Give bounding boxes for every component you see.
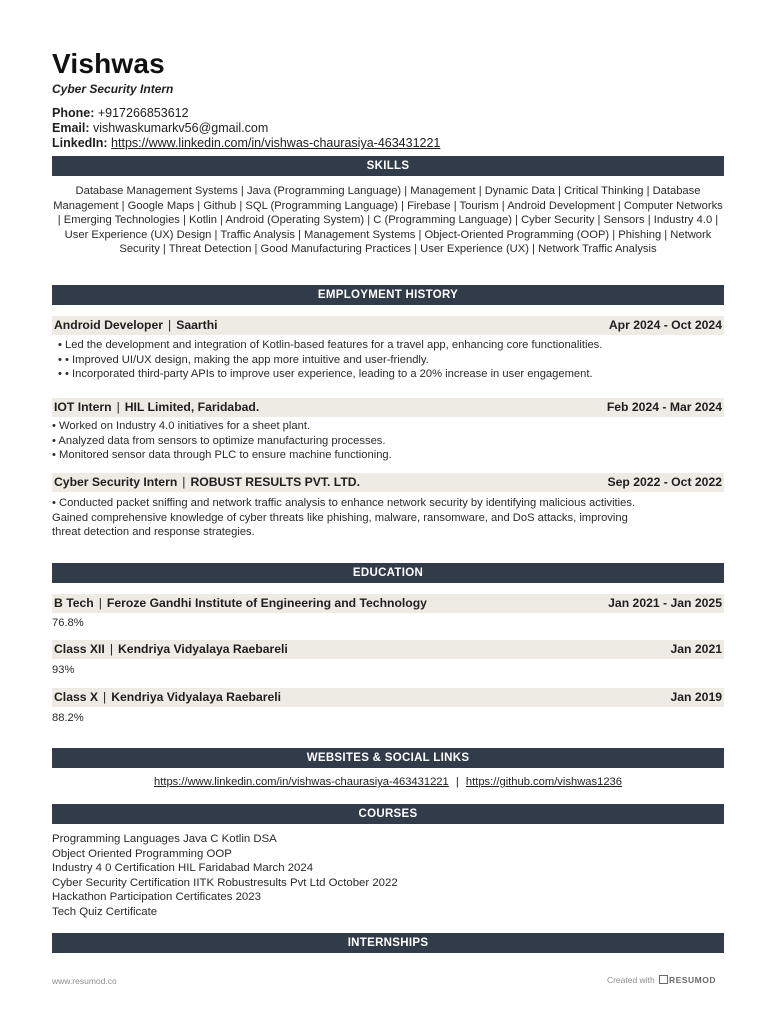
course-item: Programming Languages Java C Kotlin DSA — [52, 833, 277, 845]
job-bullet: • • Improved UI/UX design, making the app more intuitive and user-friendly. — [58, 353, 429, 366]
job-bullet: Gained comprehensive knowledge of cyber threats like phishing, malware, ransomware, and DoS attacks, improving — [52, 511, 628, 524]
skills-list: Database Management Systems | Java (Programming Language) | Management | Dynamic Data | Critical Thinking | Database Management | Google Maps | Github | SQL (Programming Language) | Firebase | Tourism | Android Development | Computer Networks | Emerging Technologies | Kotlin | Android (Operating System) | C (Programming Language) | Cyber Security | Sensors | Industry 4.0 | User Experience (UX) Design | Traffic Analysis | Management Systems | Object-Oriented Programming (OOP) | Phishing | Network Security | Threat Detection | Good Manufacturing Practices | User Experience (UX) | Network Traffic Analysis — [53, 185, 723, 256]
link-separator: | — [455, 776, 459, 788]
job-row: Android Developer | Saarthi Apr 2024 - Oct 2024 — [52, 316, 724, 335]
social-links — [52, 776, 724, 788]
education-score: 88.2% — [52, 712, 84, 724]
candidate-name: Vishwas — [52, 48, 165, 79]
job-bullet: • Led the development and integration of Kotlin-based features for a travel app, enhancing core functionalities. — [58, 339, 603, 351]
job-title: Android Developer — [54, 318, 164, 332]
education-dates: Jan 2019 — [670, 690, 722, 704]
footer-brand: RESUMOD — [669, 975, 716, 985]
courses-list — [52, 832, 398, 919]
education-score: 76.8% — [52, 617, 84, 629]
websites-header: WEBSITES & SOCIAL LINKS — [52, 748, 724, 768]
job-dates: Feb 2024 - Mar 2024 — [606, 400, 722, 414]
job-bullets — [52, 338, 724, 382]
degree: B Tech — [54, 596, 94, 610]
phone-line — [52, 106, 189, 121]
course-item: Object Oriented Programming OOP — [52, 847, 232, 860]
education-header: EDUCATION — [52, 563, 724, 583]
linkedin-line — [52, 136, 440, 151]
skills-header: SKILLS — [52, 156, 724, 176]
education-score: 93% — [52, 664, 75, 676]
internships-header: INTERNSHIPS — [52, 933, 724, 953]
school: Feroze Gandhi Institute of Engineering and Technology — [106, 596, 427, 610]
education-row: Class XII | Kendriya Vidyalaya Raebareli Jan 2021 — [52, 640, 724, 659]
job-company: ROBUST RESULTS PVT. LTD. — [190, 475, 360, 489]
email-value: vishwaskumarkv56@gmail.com — [93, 121, 269, 135]
job-bullet: threat detection and response strategies. — [52, 526, 255, 539]
education-row: Class X | Kendriya Vidyalaya Raebareli Jan 2019 — [52, 688, 724, 707]
job-title: IOT Intern — [54, 400, 112, 414]
job-bullet: • Worked on Industry 4.0 initiatives for a sheet plant. — [52, 420, 311, 432]
footer-created-with: Created with — [606, 975, 655, 985]
degree: Class X — [54, 690, 99, 704]
email-label: Email: — [52, 121, 90, 135]
candidate-role: Cyber Security Intern — [52, 82, 174, 96]
employment-header: EMPLOYMENT HISTORY — [52, 285, 724, 305]
school: Kendriya Vidyalaya Raebareli — [111, 690, 282, 704]
job-row: Cyber Security Intern | ROBUST RESULTS PVT. LTD. Sep 2022 - Oct 2022 — [52, 473, 724, 492]
job-company: HIL Limited, Faridabad. — [124, 400, 260, 414]
job-bullet: • • Incorporated third-party APIs to improve user experience, leading to a 20% increase in user engagement. — [58, 368, 593, 381]
course-item: Cyber Security Certification IITK Robustresults Pvt Ltd October 2022 — [52, 876, 398, 889]
job-bullets — [52, 496, 724, 540]
course-item: Hackathon Participation Certificates 2023 — [52, 891, 261, 903]
resumod-logo-icon — [659, 975, 668, 984]
job-bullet: • Analyzed data from sensors to optimize manufacturing processes. — [52, 434, 386, 447]
course-item: Industry 4 0 Certification HIL Faridabad March 2024 — [52, 862, 314, 874]
degree: Class XII — [54, 642, 105, 656]
education-dates: Jan 2021 - Jan 2025 — [608, 596, 722, 610]
job-title: Cyber Security Intern — [54, 475, 178, 489]
footer-site: www.resumod.co — [52, 976, 117, 986]
job-bullet: • Monitored sensor data through PLC to ensure machine functioning. — [52, 449, 392, 462]
job-row: IOT Intern | HIL Limited, Faridabad. Feb 2024 - Mar 2024 — [52, 398, 724, 417]
phone-value: +917266853612 — [97, 106, 189, 120]
linkedin-link[interactable]: https://www.linkedin.com/in/vishwas-chaurasiya-463431221 — [111, 136, 441, 150]
job-bullets — [52, 419, 724, 463]
phone-label: Phone: — [52, 106, 95, 120]
education-row: B Tech | Feroze Gandhi Institute of Engineering and Technology Jan 2021 - Jan 2025 — [52, 594, 724, 613]
linkedin-profile-link[interactable]: https://www.linkedin.com/in/vishwas-chaurasiya-463431221 — [154, 776, 449, 788]
github-profile-link[interactable]: https://github.com/vishwas1236 — [465, 776, 622, 788]
course-item: Tech Quiz Certificate — [52, 905, 158, 918]
school: Kendriya Vidyalaya Raebareli — [117, 642, 288, 656]
footer-credit — [607, 975, 716, 985]
courses-header: COURSES — [52, 804, 724, 824]
job-dates: Sep 2022 - Oct 2022 — [607, 475, 722, 489]
linkedin-label: LinkedIn: — [52, 136, 108, 150]
job-dates: Apr 2024 - Oct 2024 — [608, 318, 722, 332]
email-line — [52, 121, 268, 136]
job-bullet: • Conducted packet sniffing and network traffic analysis to enhance network security by identifying malicious activities. — [52, 497, 636, 509]
education-dates: Jan 2021 — [670, 642, 722, 656]
job-company: Saarthi — [176, 318, 218, 332]
